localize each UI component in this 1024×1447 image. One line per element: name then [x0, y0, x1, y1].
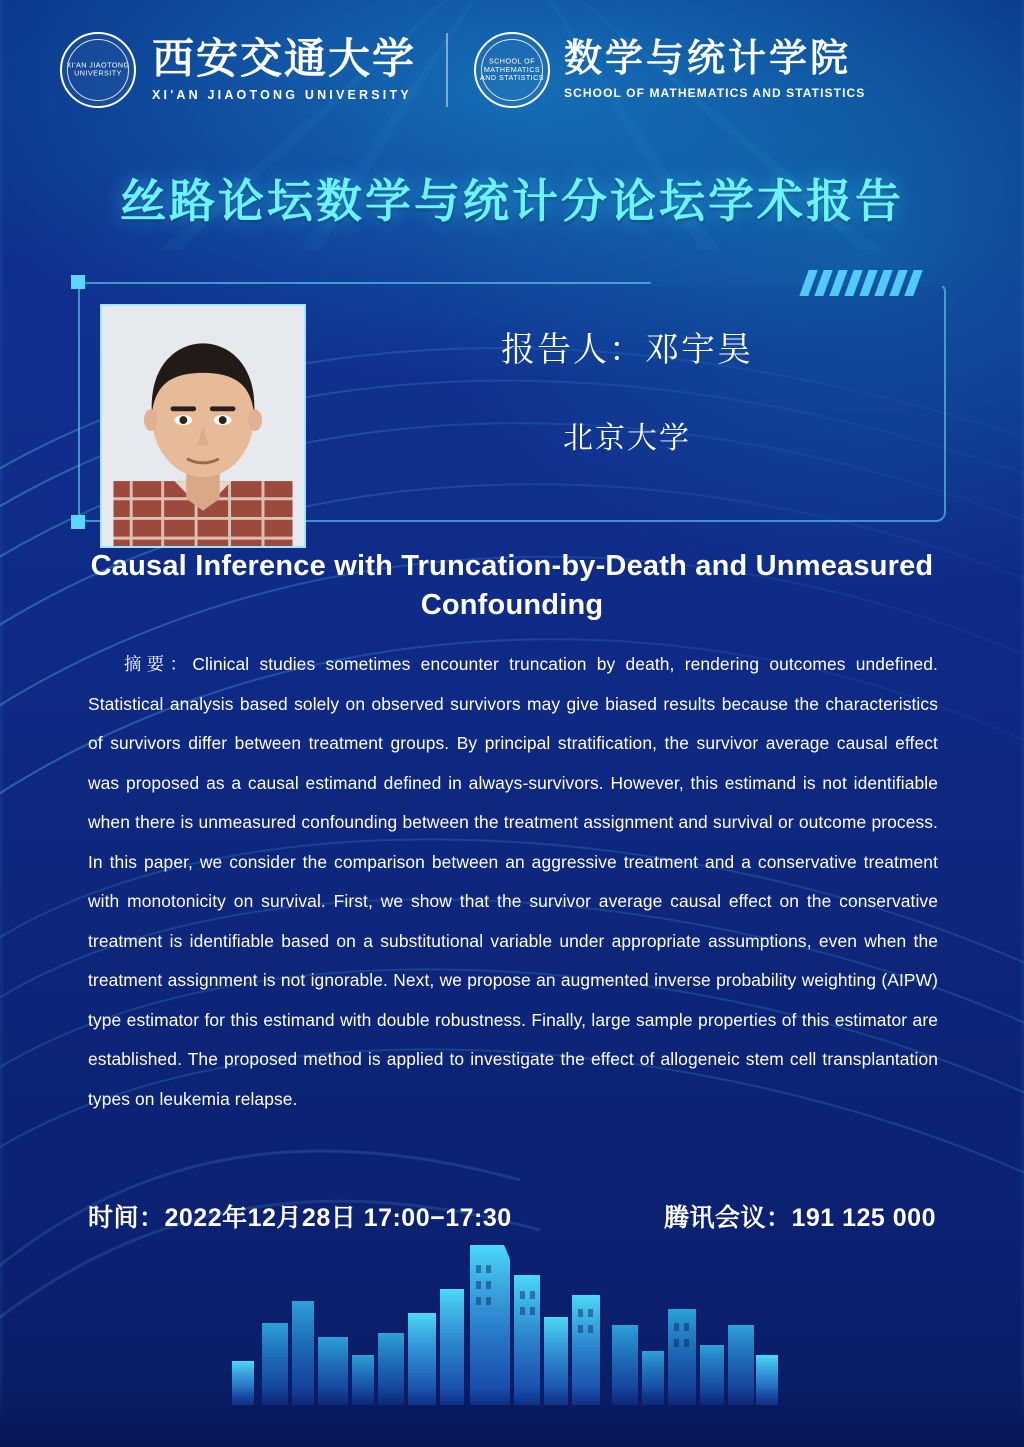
university-seal-text: XI'AN JIAOTONG UNIVERSITY	[66, 61, 130, 78]
speaker-affiliation: 北京大学	[563, 422, 691, 455]
university-name-cn: 西安交通大学	[152, 36, 417, 83]
university-name-en: XI'AN JIAOTONG UNIVERSITY	[152, 87, 412, 102]
panel-corner-top-left	[71, 275, 85, 289]
poster-header	[0, 0, 1024, 140]
abstract-label: 摘要：	[124, 654, 193, 674]
school-seal-icon	[474, 32, 550, 108]
abstract-text: Clinical studies sometimes encounter truncation by death, rendering outcomes undefined. Statistical analysis based solely on observed survivors may give biased results because the characteristics of survivors differ between treatment groups. By principal stratification, the survivor average causal effect was proposed as a causal estimand defined in always-survivors. However, this estimand is not identifiable when there is unmeasured confounding between the treatment assignment and survival or outcome process. In this paper, we consider the comparison between an aggressive treatment and a conservative treatment with monotonicity on survival. First, we show that the survivor average causal effect on the conservative treatment is identifiable based on a substitutional variable under appropriate assumptions, even when the treatment assignment is not ignorable. Next, we propose an augmented inverse probability weighting (AIPW) type estimator for this estimand with double robustness. Finally, large sample properties of this estimator are established. The proposed method is applied to investigate the effect of allogeneic stem cell transplantation types on leukemia relapse.	[88, 654, 938, 1109]
abstract-block	[88, 645, 938, 1119]
speaker-name: 报告人：邓宇昊	[501, 331, 753, 369]
speaker-info	[338, 322, 916, 457]
event-time: 时间：2022年12月28日 17:00−17:30	[88, 1204, 512, 1232]
university-logo	[60, 32, 416, 108]
panel-ticks-decoration	[804, 270, 918, 296]
speaker-panel	[78, 282, 946, 522]
school-seal-text: SCHOOL OF MATHEMATICS AND STATISTICS	[479, 57, 545, 82]
university-seal-icon	[60, 32, 136, 108]
panel-corner-bottom-left	[71, 515, 85, 529]
page-title: 丝路论坛数学与统计分论坛学术报告	[120, 174, 904, 228]
school-logo	[474, 32, 865, 108]
meeting-id: 腾讯会议：191 125 000	[663, 1204, 936, 1232]
bottom-fade	[0, 1387, 1024, 1447]
talk-title: Causal Inference with Truncation-by-Death and Unmeasured Confounding	[90, 550, 934, 622]
speaker-photo	[100, 304, 306, 548]
skyline-decoration	[0, 1205, 1024, 1405]
school-name-cn: 数学与统计学院	[564, 38, 852, 80]
school-name-en: SCHOOL OF MATHEMATICS AND STATISTICS	[564, 86, 866, 100]
header-divider	[446, 33, 448, 107]
